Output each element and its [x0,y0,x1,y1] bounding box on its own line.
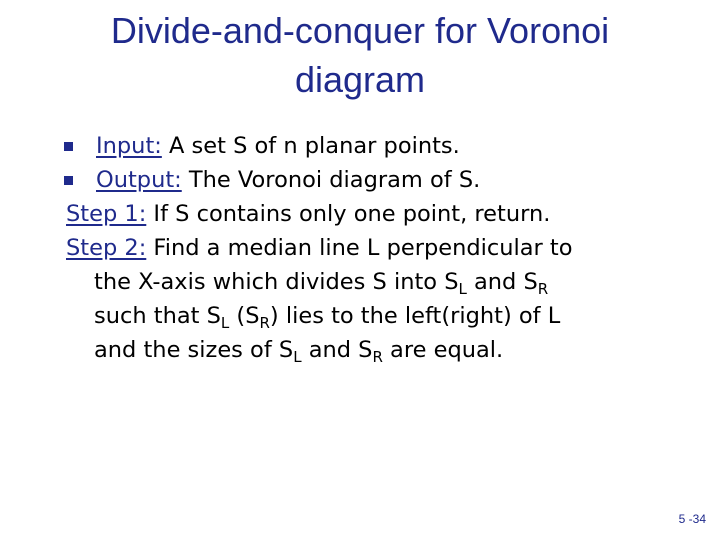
output-text: The Voronoi diagram of S. [181,167,481,193]
input-text: A set S of n planar points. [161,133,460,159]
step-2-line-3-b: (S [229,303,260,329]
subscript-r: R [537,280,549,298]
slide-title [0,6,720,104]
step-2-label: Step 2: [66,235,147,261]
step-2 [66,231,686,265]
title-line-1: Divide-and-conquer for Voronoi [110,10,610,51]
subscript-r: R [259,314,270,332]
input-item [66,129,686,163]
step-2-line-4-b: and S [301,337,373,363]
step-2-line-2-a: the X-axis which divides S into S [94,269,459,295]
step-2-line-3 [66,299,686,333]
step-2-line-2-b: and S [466,269,538,295]
output-item [66,163,686,197]
subscript-r: R [372,348,383,366]
step-2-text: Find a median line L perpendicular to [146,235,573,261]
step-2-line-3-c: ) lies to the left(right) of L [269,303,561,329]
page-number: 5 -34 [678,512,706,526]
step-2-line-4 [66,333,686,367]
step-2-line-4-c: are equal. [382,337,504,363]
slide-body [66,129,686,367]
step-1-text: If S contains only one point, return. [146,201,551,227]
subscript-l: L [458,280,467,298]
step-2-line-3-a: such that S [94,303,221,329]
step-1 [66,197,686,231]
output-label: Output: [96,167,182,193]
step-2-line-2 [66,265,686,299]
subscript-l: L [293,348,302,366]
square-bullet-icon [64,176,73,185]
subscript-l: L [220,314,230,332]
input-label: Input: [96,133,162,159]
square-bullet-icon [64,142,73,151]
step-2-line-4-a: and the sizes of S [94,337,294,363]
step-1-label: Step 1: [66,201,147,227]
title-line-2: diagram [294,59,426,100]
